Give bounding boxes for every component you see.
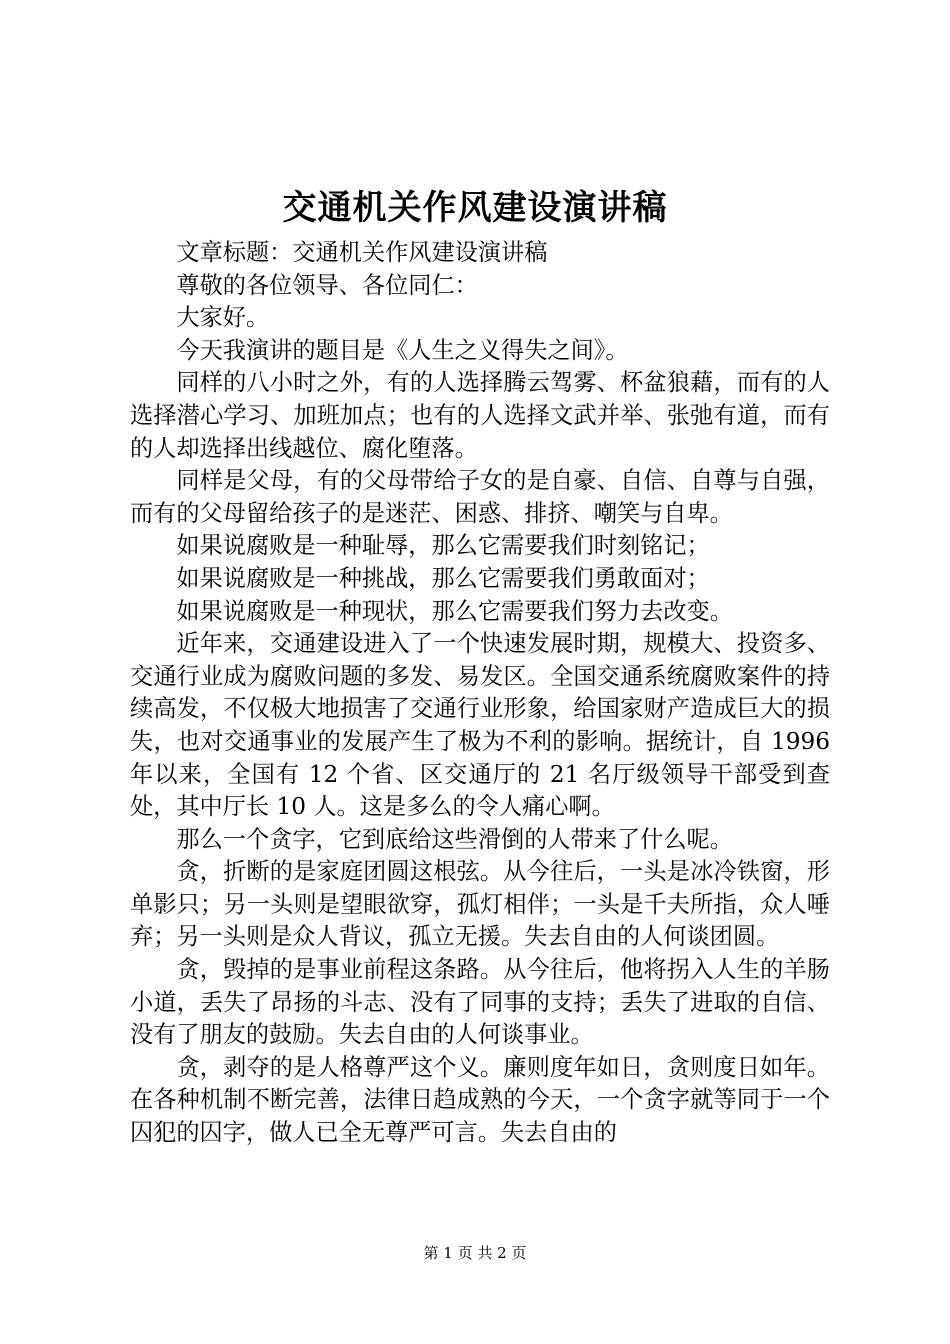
paragraph: 如果说腐败是一种现状，那么它需要我们努力去改变。 — [176, 597, 733, 625]
paragraph: 同样的八小时之外，有的人选择腾云驾雾、杯盆狼藉，而有的人选择潜心学习、加班加点；也有的人选择文武并举、张弛有道，而有的人却选择出线越位、腐化堕落。 — [130, 369, 830, 462]
paragraph-article-title: 文章标题：交通机关作风建设演讲稿 — [176, 239, 548, 266]
paragraph: 贪，毁掉的是事业前程这条路。从今往后，他将拐入人生的羊肠小道，丢失了昂扬的斗志、没有了同事的支持；丢失了进取的自信、没有了朋友的鼓励。失去自由的人何谈事业。 — [130, 956, 830, 1049]
paragraph: 同样是父母，有的父母带给子女的是自豪、自信、自尊与自强，而有的父母留给孩子的是迷茫、困惑、排挤、嘲笑与自卑。 — [130, 467, 830, 527]
paragraph: 贪，剥夺的是人格尊严这个义。廉则度年如日，贪则度日如年。在各种机制不断完善，法律日趋成熟的今天，一个贪字就等同于一个囚犯的囚字，做人已全无尊严可言。失去自由的 — [130, 1053, 830, 1147]
paragraph-greeting: 大家好。 — [176, 304, 270, 332]
paragraph: 近年来，交通建设进入了一个快速发展时期，规模大、投资多、交通行业成为腐败问题的多发、易发区。全国交通系统腐败案件的持续高发，不仅极大地损害了交通行业形象，给国家财产造成巨大的损失，也对交通事业的发展产生了极为不利的影响。据统计，自 1996 年以来，全国有 12 个省、区交通厅的 21 名厅级领导干部受到查处，其中厅长 10 人。这是多么的令人痛心啊。 — [130, 630, 830, 821]
paragraph: 如果说腐败是一种挑战，那么它需要我们勇敢面对； — [176, 564, 710, 592]
page-footer: 第 1 页 共 2 页 — [423, 1244, 527, 1262]
paragraph-salutation: 尊敬的各位领导、各位同仁： — [176, 271, 478, 299]
paragraph: 如果说腐败是一种耻辱，那么它需要我们时刻铭记； — [176, 532, 710, 560]
document-title: 交通机关作风建设演讲稿 — [282, 188, 668, 228]
paragraph-topic: 今天我演讲的题目是《人生之义得失之间》。 — [176, 336, 629, 364]
paragraph: 贪，折断的是家庭团圆这根弦。从今往后，一头是冰冷铁窗，形单影只；另一头则是望眼欲穿，孤灯相伴；一头是千夫所指，众人唾弃；另一头则是众人背议，孤立无援。失去自由的人何谈团圆。 — [130, 858, 830, 951]
document-body — [130, 237, 830, 1150]
paragraph: 那么一个贪字，它到底给这些滑倒的人带来了什么呢。 — [176, 825, 733, 853]
